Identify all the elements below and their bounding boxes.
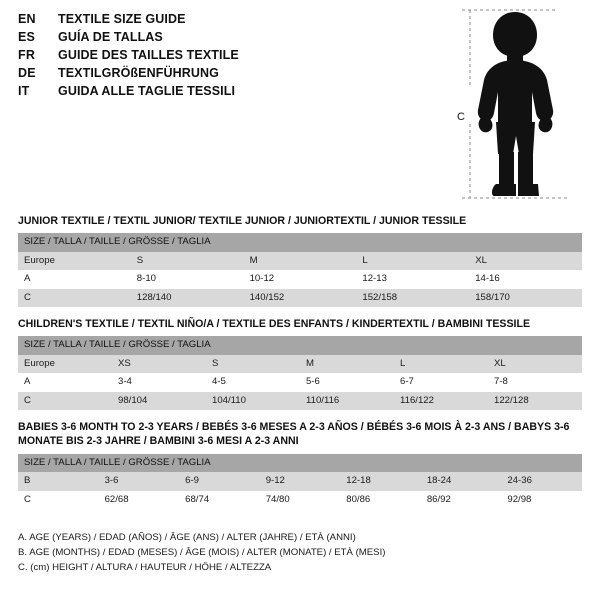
row-cell: 158/170 <box>469 289 582 307</box>
language-row <box>18 84 438 98</box>
table-row <box>18 355 582 373</box>
row-cell: 128/140 <box>131 289 244 307</box>
table-row <box>18 270 582 288</box>
language-title: TEXTILE SIZE GUIDE <box>58 12 186 26</box>
row-cell: 6-7 <box>394 373 488 391</box>
row-cell: S <box>206 355 300 373</box>
table-header-label: SIZE / TALLA / TAILLE / GRÖSSE / TAGLIA <box>18 233 582 251</box>
row-cell: 24-36 <box>501 472 582 490</box>
table-row <box>18 472 582 490</box>
language-row <box>18 66 438 80</box>
row-cell: 86/92 <box>421 491 502 509</box>
row-cell: 92/98 <box>501 491 582 509</box>
table-row <box>18 392 582 410</box>
row-cell: 104/110 <box>206 392 300 410</box>
table-header-row <box>18 454 582 472</box>
row-cell: 3-4 <box>112 373 206 391</box>
row-label: A <box>18 373 112 391</box>
row-cell: 152/158 <box>356 289 469 307</box>
language-title: GUÍA DE TALLAS <box>58 30 163 44</box>
measure-label-c: C <box>457 111 465 123</box>
junior-size-table <box>18 233 582 307</box>
table-header-row <box>18 233 582 251</box>
row-label: A <box>18 270 131 288</box>
children-size-table <box>18 336 582 410</box>
language-code: DE <box>18 66 36 80</box>
legend-line-a: A. AGE (YEARS) / EDAD (AÑOS) / ÂGE (ANS) / ALTER (JAHRE) / ETÀ (ANNI) <box>18 532 356 543</box>
section-junior <box>18 214 582 307</box>
row-label: C <box>18 289 131 307</box>
row-cell: 140/152 <box>244 289 357 307</box>
language-code: IT <box>18 84 30 98</box>
row-cell: 116/122 <box>394 392 488 410</box>
row-cell: M <box>300 355 394 373</box>
section-children <box>18 317 582 410</box>
row-cell: 6-9 <box>179 472 260 490</box>
row-cell: M <box>244 252 357 270</box>
table-header-label: SIZE / TALLA / TAILLE / GRÖSSE / TAGLIA <box>18 336 582 354</box>
row-cell: 14-16 <box>469 270 582 288</box>
row-label: C <box>18 392 112 410</box>
toddler-silhouette-icon <box>478 12 553 196</box>
row-label: Europe <box>18 355 112 373</box>
table-row <box>18 491 582 509</box>
table-header-row <box>18 336 582 354</box>
row-cell: 122/128 <box>488 392 582 410</box>
row-cell: XL <box>469 252 582 270</box>
row-cell: 3-6 <box>99 472 180 490</box>
table-header-label: SIZE / TALLA / TAILLE / GRÖSSE / TAGLIA <box>18 454 582 472</box>
row-cell: 18-24 <box>421 472 502 490</box>
row-cell: L <box>394 355 488 373</box>
table-row <box>18 289 582 307</box>
language-code: FR <box>18 48 36 62</box>
language-title: TEXTILGRÖßENFÜHRUNG <box>58 66 219 80</box>
language-row <box>18 12 438 26</box>
row-cell: 110/116 <box>300 392 394 410</box>
row-cell: XL <box>488 355 582 373</box>
row-cell: 98/104 <box>112 392 206 410</box>
row-cell: 74/80 <box>260 491 341 509</box>
table-row <box>18 252 582 270</box>
language-row <box>18 30 438 44</box>
section-title: JUNIOR TEXTILE / TEXTIL JUNIOR/ TEXTILE JUNIOR / JUNIORTEXTIL / JUNIOR TESSILE <box>18 215 467 227</box>
language-title: GUIDA ALLE TAGLIE TESSILI <box>58 84 236 98</box>
row-cell: 10-12 <box>244 270 357 288</box>
language-title: GUIDE DES TAILLES TEXTILE <box>58 48 239 62</box>
row-label: C <box>18 491 99 509</box>
row-label: Europe <box>18 252 131 270</box>
babies-size-table <box>18 454 582 509</box>
section-babies <box>18 420 582 509</box>
row-cell: 9-12 <box>260 472 341 490</box>
row-cell: L <box>356 252 469 270</box>
table-row <box>18 373 582 391</box>
row-cell: 12-18 <box>340 472 421 490</box>
legend-line-c: C. (cm) HEIGHT / ALTURA / HAUTEUR / HÖHE / ALTEZZA <box>18 561 272 573</box>
language-code: EN <box>18 12 36 26</box>
row-cell: 62/68 <box>99 491 180 509</box>
language-code: ES <box>18 30 36 44</box>
row-cell: XS <box>112 355 206 373</box>
row-cell: 12-13 <box>356 270 469 288</box>
language-row <box>18 48 438 62</box>
language-header <box>18 12 438 102</box>
section-title: CHILDREN'S TEXTILE / TEXTIL NIÑO/A / TEXTILE DES ENFANTS / KINDERTEXTIL / BAMBINI TESSILE <box>18 318 531 330</box>
legend-line-b: B. AGE (MONTHS) / EDAD (MESES) / ÂGE (MOIS) / ALTER (MONATE) / ETÀ (MESI) <box>18 546 386 558</box>
row-cell: 5-6 <box>300 373 394 391</box>
row-cell: 8-10 <box>131 270 244 288</box>
row-cell: 68/74 <box>179 491 260 509</box>
row-label: B <box>18 472 99 490</box>
section-title: BABIES 3-6 MONTH TO 2-3 YEARS / BEBÉS 3-6 MESES A 2-3 AÑOS / BÉBÉS 3-6 MOIS À 2-3 ANS / BABYS 3-6 MONATE BIS 2-3 JAHRE / BAMBINI 3-6 MESI A 2-3 ANNI <box>18 421 570 448</box>
row-cell: 80/86 <box>340 491 421 509</box>
figure-illustration <box>440 6 590 201</box>
row-cell: S <box>131 252 244 270</box>
row-cell: 7-8 <box>488 373 582 391</box>
row-cell: 4-5 <box>206 373 300 391</box>
legend <box>18 531 582 576</box>
